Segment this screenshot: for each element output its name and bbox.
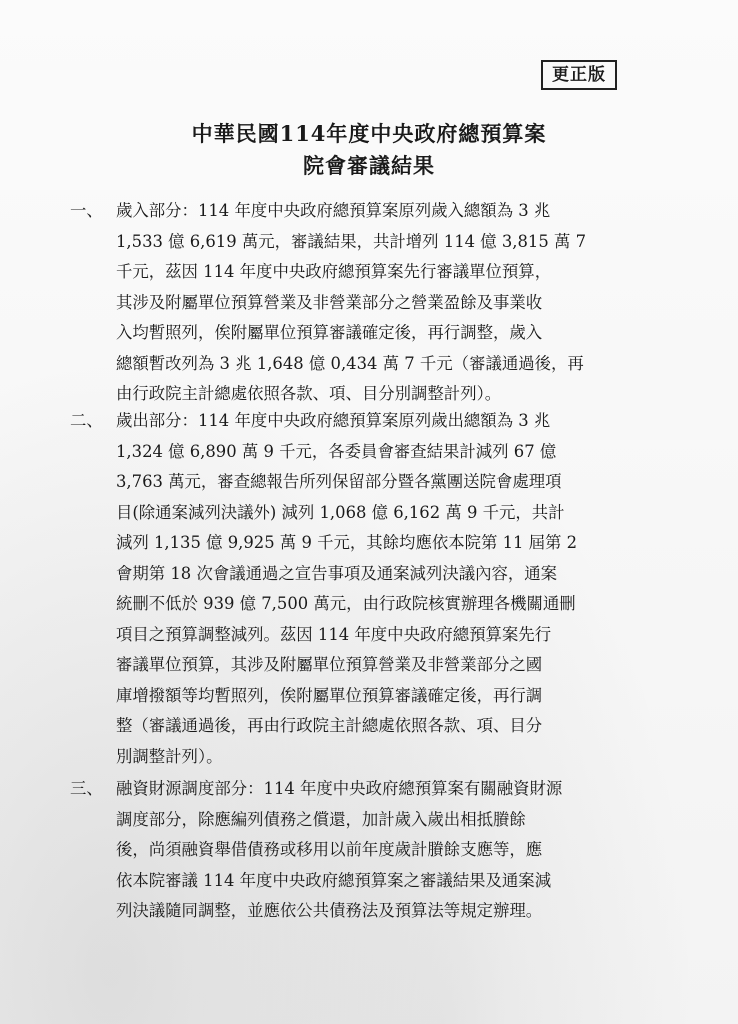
- section-line: 一、 歲入部分：114 年度中央政府總預算案原列歲入總額為 3 兆: [70, 196, 660, 227]
- section-line: 千元，茲因 114 年度中央政府總預算案先行審議單位預算，: [116, 262, 552, 281]
- section-line: 由行政院主計總處依照各款、項、目分別調整計列）。: [116, 384, 502, 403]
- section-line: 列決議隨同調整，並應依公共債務法及預算法等規定辦理。: [116, 901, 543, 920]
- section-line: 目(除通案減列決議外) 減列 1,068 億 6,162 萬 9 千元，共計: [116, 502, 565, 522]
- section-revenue: [70, 196, 660, 410]
- section-line: 會期第 18 次會議通過之宣告事項及通案減列決議內容，通案: [116, 563, 558, 583]
- section-line: 1,324 億 6,890 萬 9 千元，各委員會審查結果計減列 67 億: [116, 441, 557, 461]
- page-title: 中華民國114年度中央政府總預算案: [191, 121, 547, 146]
- section-line: 入均暫照列，俟附屬單位預算審議確定後，再行調整，歲入: [116, 323, 543, 342]
- section-line: 統刪不低於 939 億 7,500 萬元，由行政院核實辦理各機關通刪: [116, 594, 576, 613]
- section-number: 一、: [70, 201, 103, 220]
- section-line: 三、 融資財源調度部分：114 年度中央政府總預算案有關融資財源: [70, 774, 660, 805]
- section-line: 後，尚須融資舉借債務或移用以前年度歲計賸餘支應等，應: [116, 840, 543, 859]
- section-line: 別調整計列）。: [116, 746, 223, 766]
- section-expenditure: [70, 406, 660, 772]
- section-financing: [70, 774, 660, 927]
- revision-stamp: 更正版: [541, 60, 617, 90]
- section-line: 3,763 萬元，審查總報告所列保留部分暨各黨團送院會處理項: [116, 472, 562, 491]
- section-number: 三、: [70, 779, 103, 798]
- section-line: 庫增撥額等均暫照列，俟附屬單位預算審議確定後，再行調: [116, 685, 543, 705]
- section-line: 項目之預算調整減列。茲因 114 年度中央政府總預算案先行: [116, 624, 552, 644]
- section-line: 其涉及附屬單位預算營業及非營業部分之營業盈餘及事業收: [116, 292, 543, 312]
- section-line: 調度部分，除應編列債務之償還，加計歲入歲出相抵賸餘: [116, 809, 526, 829]
- section-number: 二、: [70, 411, 103, 430]
- section-line: 依本院審議 114 年度中央政府總預算案之審議結果及通案減: [116, 870, 552, 890]
- section-line: 總額暫改列為 3 兆 1,648 億 0,434 萬 7 千元（審議通過後，再: [116, 353, 584, 373]
- section-line: 審議單位預算，其涉及附屬單位預算營業及非營業部分之國: [116, 655, 543, 674]
- section-line: 整（審議通過後，再由行政院主計總處依照各款、項、目分: [116, 716, 543, 735]
- section-line: 減列 1,135 億 9,925 萬 9 千元，其餘均應依本院第 11 屆第 2: [116, 533, 578, 552]
- section-line: 1,533 億 6,619 萬元，審議結果，共計增列 114 億 3,815 萬 7: [116, 231, 587, 251]
- page-subtitle: 院會審議結果: [303, 153, 435, 178]
- section-line: 二、 歲出部分：114 年度中央政府總預算案原列歲出總額為 3 兆: [70, 406, 660, 437]
